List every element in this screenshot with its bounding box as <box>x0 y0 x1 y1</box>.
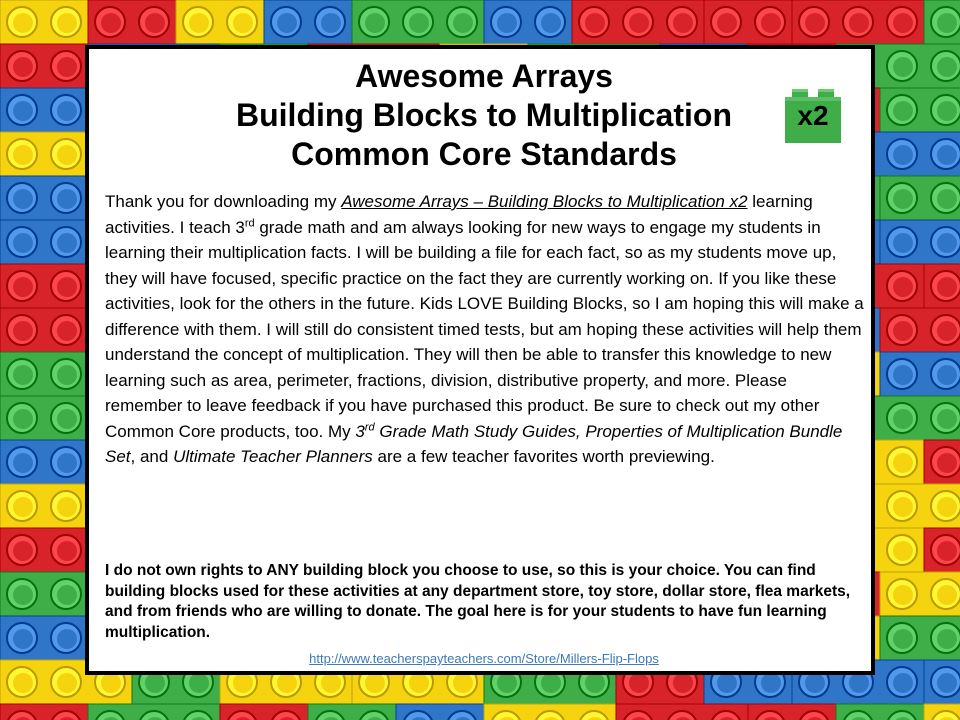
block-stud-top <box>849 673 869 693</box>
badge-label: x2 <box>797 100 829 131</box>
block-stud-top <box>409 13 429 33</box>
block-stud-top <box>57 101 77 121</box>
block-stud-top <box>277 673 297 693</box>
block-stud-top <box>893 673 913 693</box>
block-stud-top <box>937 13 957 33</box>
block-stud-top <box>893 277 913 297</box>
block-stud-top <box>57 541 77 561</box>
block-stud-top <box>541 673 561 693</box>
superscript: rd <box>364 420 375 433</box>
block-stud-top <box>101 13 121 33</box>
title-line-2: Building Blocks to Multiplication <box>236 97 732 133</box>
block-stud-top <box>893 585 913 605</box>
block-stud-top <box>937 497 957 517</box>
block-stud-top <box>365 673 385 693</box>
block-stud-top <box>13 233 33 253</box>
block-stud-top <box>717 13 737 33</box>
block-stud-top <box>57 145 77 165</box>
block-stud-top <box>937 453 957 473</box>
block-stud-top <box>937 101 957 121</box>
block-stud-top <box>937 365 957 385</box>
block-stud-top <box>13 409 33 429</box>
block-stud-top <box>761 13 781 33</box>
block-stud-top <box>541 13 561 33</box>
block-stud-top <box>893 13 913 33</box>
block-stud-top <box>57 277 77 297</box>
block-stud-top <box>13 189 33 209</box>
block-stud-top <box>57 13 77 33</box>
block-stud-top <box>893 145 913 165</box>
block-stud-top <box>893 409 913 429</box>
block-stud-top <box>57 497 77 517</box>
block-stud-top <box>321 13 341 33</box>
block-stud-top <box>585 673 605 693</box>
block-stud-top <box>57 673 77 693</box>
block-stud-top <box>497 673 517 693</box>
block-stud-top <box>805 673 825 693</box>
rights-note: I do not own rights to ANY building block you choose to use, so this is your choice. You can find building blocks used for these activities at any department store, toy store, dollar store, flea markets, and from friends who are willing to donate. The goal here is for your students to have fun learning multiplication. <box>105 562 851 641</box>
block-stud-top <box>277 13 297 33</box>
block-stud-top <box>629 673 649 693</box>
block-stud-top <box>145 13 165 33</box>
block-stud-top <box>57 629 77 649</box>
block-stud-top <box>57 453 77 473</box>
block-stud-top <box>13 57 33 77</box>
block-stud-top <box>13 101 33 121</box>
block-stud-top <box>937 57 957 77</box>
block-stud-top <box>893 453 913 473</box>
block-stud-top <box>57 365 77 385</box>
intro-paragraph <box>105 189 865 470</box>
block-stud-top <box>453 673 473 693</box>
block-stud-top <box>233 673 253 693</box>
text: 3 <box>355 421 365 441</box>
block-stud-top <box>893 101 913 121</box>
block-stud-top <box>937 233 957 253</box>
block-stud-top <box>893 629 913 649</box>
block-stud-top <box>629 13 649 33</box>
block-stud-top <box>717 673 737 693</box>
block-stud-top <box>761 673 781 693</box>
block-stud-top <box>937 145 957 165</box>
x2-badge <box>785 89 841 143</box>
block-stud-top <box>893 497 913 517</box>
block-stud-top <box>57 409 77 429</box>
superscript: rd <box>244 216 255 229</box>
title-line-1: Awesome Arrays <box>355 58 613 94</box>
block-stud-top <box>409 673 429 693</box>
block-stud-top <box>57 321 77 341</box>
block-stud-top <box>13 629 33 649</box>
block-stud-top <box>673 673 693 693</box>
block-stud-top <box>57 189 77 209</box>
product-name: Awesome Arrays – Building Blocks to Multiplication x2 <box>341 192 748 211</box>
block-stud-top <box>13 497 33 517</box>
block-stud-top <box>57 585 77 605</box>
text: are a few teacher favorites worth previewing. <box>372 447 715 466</box>
text: Grade Math Study Guides, Properties of Multiplication Bundle Set <box>105 421 843 466</box>
block-stud-top <box>937 629 957 649</box>
block-stud-top <box>13 13 33 33</box>
block-stud-top <box>189 13 209 33</box>
block-stud-top <box>937 585 957 605</box>
text: learning activities. I teach 3 <box>105 192 813 237</box>
block-stud-top <box>849 13 869 33</box>
title-line-3: Common Core Standards <box>291 136 677 172</box>
text: , and <box>130 447 174 466</box>
store-link[interactable]: http://www.teacherspayteachers.com/Store/Millers-Flip-Flops <box>309 651 659 666</box>
block-stud-top <box>13 145 33 165</box>
block-stud-top <box>893 321 913 341</box>
block-stud-top <box>13 541 33 561</box>
block-stud-top <box>893 57 913 77</box>
block-stud-top <box>937 673 957 693</box>
block-stud-top <box>13 453 33 473</box>
block-stud-top <box>321 673 341 693</box>
block-stud-top <box>13 673 33 693</box>
product-planners: Ultimate Teacher Planners <box>173 447 373 466</box>
block-stud-top <box>673 13 693 33</box>
block-stud-top <box>893 189 913 209</box>
block-stud-top <box>937 409 957 429</box>
block-stud-top <box>13 277 33 297</box>
block-stud-top <box>189 673 209 693</box>
block-stud-top <box>233 13 253 33</box>
block-stud-top <box>13 585 33 605</box>
block-stud-top <box>937 321 957 341</box>
block-stud-top <box>937 277 957 297</box>
text: Thank you for downloading my <box>105 192 342 211</box>
text: grade math and am always looking for new ways to engage my students in learning their multiplication facts. I will be building a file for each fact, so as my students move up, they will have focused, specific practice on the fact they are currently working on. If you like these activities, look for the others in the future. Kids LOVE Building Blocks, so I am hoping this will make a difference with them. I will still do consistent timed tests, but am hoping these activities will help them understand the concept of multiplication. They will then be able to transfer this knowledge to new learning such as area, perimeter, fractions, division, distributive property, and more. Please remember to leave feedback if you have purchased this product. Be sure to check out my other Common Core products, too. My <box>105 217 864 441</box>
block-stud-top <box>893 541 913 561</box>
block-stud-top <box>13 321 33 341</box>
block-stud-top <box>57 57 77 77</box>
block-stud-top <box>585 13 605 33</box>
block-stud-top <box>13 365 33 385</box>
block-stud-top <box>805 13 825 33</box>
block-stud-top <box>101 673 121 693</box>
block-stud-top <box>893 233 913 253</box>
block-stud-top <box>365 13 385 33</box>
block-stud-top <box>893 365 913 385</box>
content-panel <box>85 45 875 675</box>
block-stud-top <box>937 541 957 561</box>
block-stud-top <box>145 673 165 693</box>
block-stud-top <box>497 13 517 33</box>
block-stud-top <box>453 13 473 33</box>
page-title <box>89 57 879 174</box>
block-stud-top <box>57 233 77 253</box>
block-stud-top <box>937 189 957 209</box>
